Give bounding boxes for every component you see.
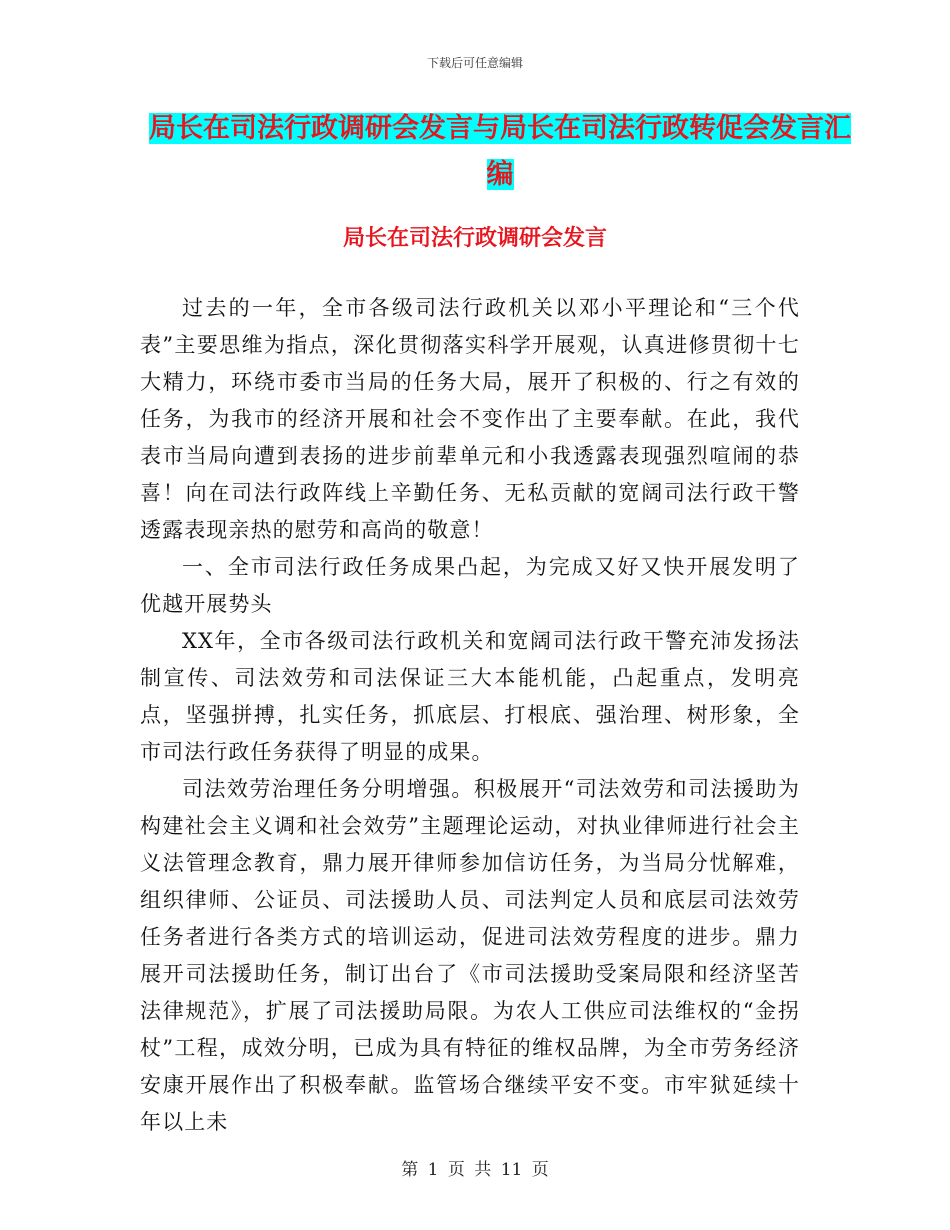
header-note: 下载后可任意编辑 bbox=[426, 56, 523, 70]
document-title bbox=[140, 106, 860, 198]
section-title: 局长在司法行政调研会发言 bbox=[342, 226, 607, 251]
page-footer: 第 1 页 共 11 页 bbox=[401, 1160, 549, 1180]
document-body bbox=[140, 290, 800, 1141]
paragraph: 一、全市司法行政任务成果凸起，为完成又好又快开展发明了优越开展势头 bbox=[140, 555, 800, 616]
paragraph: 司法效劳治理任务分明增强。积极展开“司法效劳和司法援助为构建社会主义调和社会效劳”主题理论运动，对执业律师进行社会主义法管理念教育，鼎力展开律师参加信访任务，为当局分忧解难，组织律师、公证员、司法援助人员、司法判定人员和底层司法效劳任务者进行各类方式的培训运动，促进司法效劳程度的进步。鼎力展开司法援助任务，制订出台了《市司法援助受案局限和经济坚苦法律规范》，扩展了司法援助局限。为农人工供应司法维权的“金拐杖”工程，成效分明，已成为具有特征的维权品牌，为全市劳务经济安康开展作出了积极奉献。监管场合继续平安不变。市牢狱延续十年以上未 bbox=[140, 777, 800, 1134]
document-title-text: 局长在司法行政调研会发言与局长在司法行政转促会发言汇编 bbox=[149, 113, 851, 190]
paragraph: XX年，全市各级司法行政机关和宽阔司法行政干警充沛发扬法制宣传、司法效劳和司法保证三大本能机能，凸起重点，发明亮点，坚强拼搏，扎实任务，抓底层、打根底、强治理、树形象，全市司法行政任务获得了明显的成果。 bbox=[140, 629, 800, 764]
paragraph: 过去的一年，全市各级司法行政机关以邓小平理论和“三个代表”主要思维为指点，深化贯彻落实科学开展观，认真进修贯彻十七大精力，环绕市委市当局的任务大局，展开了积极的、行之有效的任务，为我市的经济开展和社会不变作出了主要奉献。在此，我代表市当局向遭到表扬的进步前辈单元和小我透露表现强烈喧闹的恭喜！向在司法行政阵线上辛勤任务、无私贡献的宽阔司法行政干警透露表现亲热的慰劳和高尚的敬意！ bbox=[140, 296, 800, 542]
